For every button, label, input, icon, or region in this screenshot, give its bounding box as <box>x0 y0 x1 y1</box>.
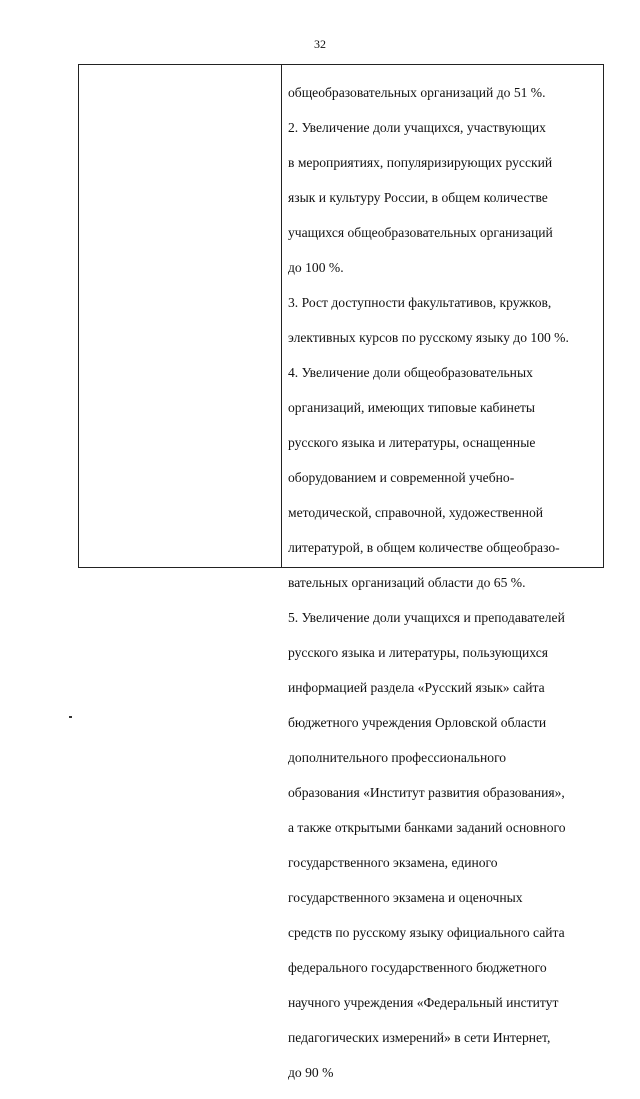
text-line: оборудованием и современной учебно- <box>288 469 515 485</box>
text-line: в мероприятиях, популяризирующих русский <box>288 154 553 170</box>
text-line: литературой, в общем количестве общеобразо- <box>288 539 560 555</box>
text-line: русского языка и литературы, оснащенные <box>288 434 536 450</box>
text-line: учащихся общеобразовательных организаций <box>288 224 553 240</box>
text-line: информацией раздела «Русский язык» сайта <box>288 679 545 695</box>
text-line: государственного экзамена и оценочных <box>288 889 523 905</box>
text-line: средств по русскому языку официального сайта <box>288 924 565 940</box>
text-line: методической, справочной, художественной <box>288 504 544 520</box>
table-right-cell <box>282 65 603 1080</box>
text-line: государственного экзамена, единого <box>288 854 498 870</box>
table-left-cell <box>79 65 282 567</box>
text-line: педагогических измерений» в сети Интернет, <box>288 1029 551 1045</box>
text-line: организаций, имеющих типовые кабинеты <box>288 399 536 415</box>
text-line: до 90 % <box>288 1064 334 1080</box>
scan-speck <box>69 716 72 718</box>
text-line: дополнительного профессионального <box>288 749 507 765</box>
text-line: образования «Институт развития образования», <box>288 784 565 800</box>
text-line: федерального государственного бюджетного <box>288 959 547 975</box>
text-line: 5. Увеличение доли учащихся и преподавателей <box>288 609 565 625</box>
text-line: общеобразовательных организаций до 51 %. <box>288 84 546 100</box>
text-line: бюджетного учреждения Орловской области <box>288 714 547 730</box>
text-line: до 100 %. <box>288 259 344 275</box>
document-table <box>78 64 604 1080</box>
text-line: язык и культуру России, в общем количестве <box>288 189 548 205</box>
text-line: научного учреждения «Федеральный институт <box>288 994 559 1010</box>
text-line: а также открытыми банками заданий основного <box>288 819 566 835</box>
text-line: вательных организаций области до 65 %. <box>288 574 526 590</box>
page-number: 32 <box>314 37 326 51</box>
text-line: 3. Рост доступности факультативов, кружков, <box>288 294 552 310</box>
text-line: русского языка и литературы, пользующихся <box>288 644 549 660</box>
text-line: элективных курсов по русскому языку до 100 %. <box>288 329 569 345</box>
text-line: 2. Увеличение доли учащихся, участвующих <box>288 119 546 135</box>
text-line: 4. Увеличение доли общеобразовательных <box>288 364 533 380</box>
